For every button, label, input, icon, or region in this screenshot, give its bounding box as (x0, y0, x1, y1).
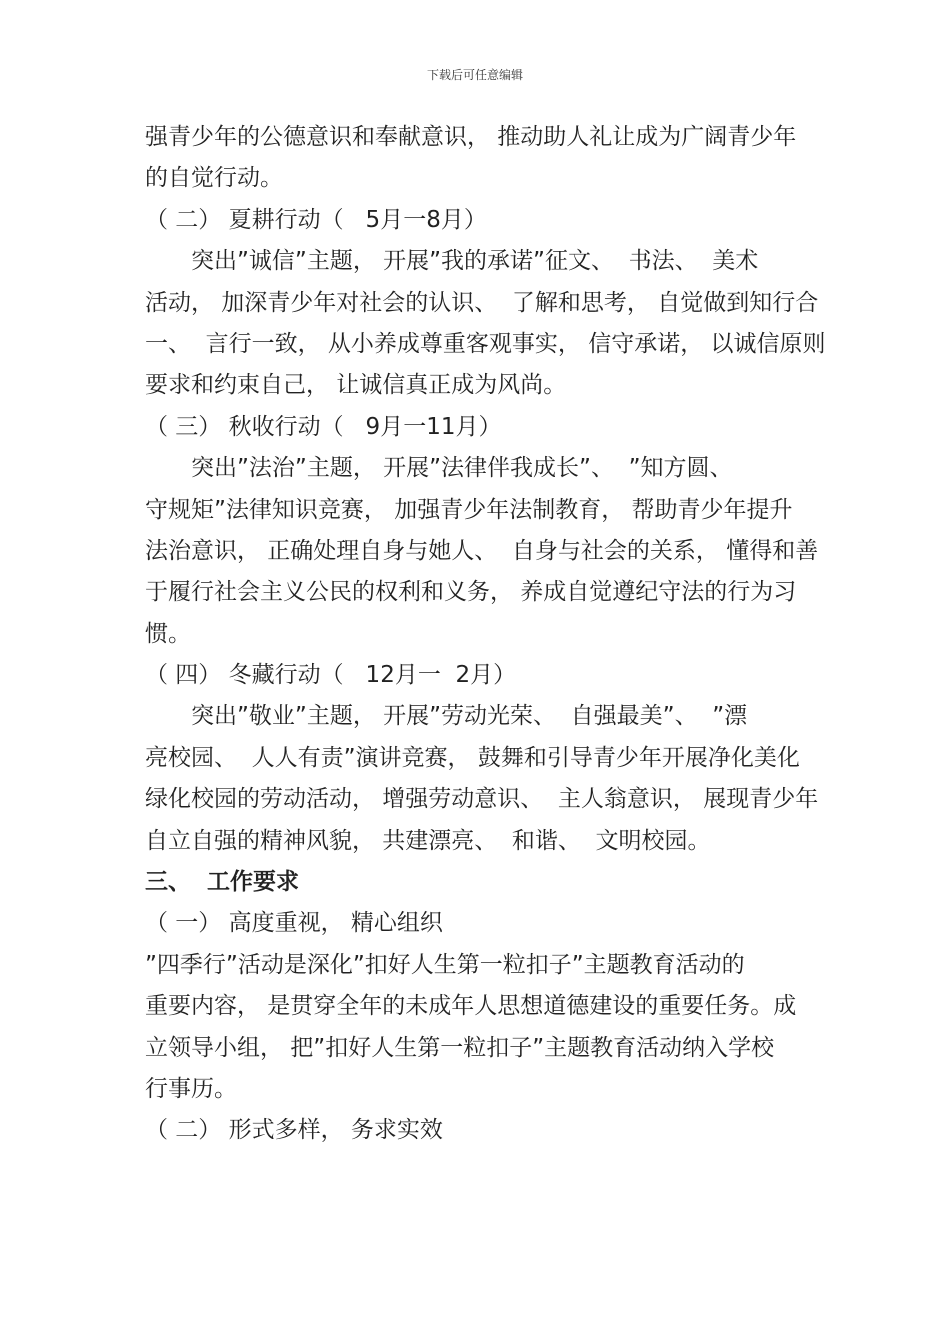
text-line: 亮校园、 人人有责”演讲竞赛， 鼓舞和引导青少年开展净化美化 (145, 744, 800, 771)
text-line: 强青少年的公德意识和奉献意识， 推动助人礼让成为广阔青少年 (145, 124, 797, 150)
text-line: 自立自强的精神风貌， 共建漂亮、 和谐、 文明校园。 (145, 827, 711, 854)
text-line: 于履行社会主义公民的权利和义务， 养成自觉遵纪守法的行为习 (145, 579, 797, 606)
chapter-heading: 三、 工作要求 (145, 869, 300, 896)
page-header: 下载后可任意编辑 (426, 68, 523, 82)
text-line: 活动， 加深青少年对社会的认识、 了解和思考， 自觉做到知行合 (145, 289, 819, 316)
section-heading: （ 四） 冬藏行动（ 12月一 2月） (145, 662, 517, 689)
text-line: ”四季行”活动是深化”扣好人生第一粒扣子”主题教育活动的 (145, 951, 745, 978)
text-line: 守规矩”法律知识竞赛， 加强青少年法制教育， 帮助青少年提升 (145, 496, 793, 523)
text-line: 重要内容， 是贯穿全年的未成年人思想道德建设的重要任务。成 (145, 993, 797, 1020)
paragraph-start: 突出”敬业”主题， 开展”劳动光荣、 自强最美”、 ”漂 (191, 703, 748, 730)
text-line: 的自觉行动。 (145, 165, 283, 192)
section-heading: （ 二） 夏耕行动（ 5月一8月） (145, 206, 487, 233)
section-heading: （ 二） 形式多样， 务求实效 (145, 1117, 443, 1144)
paragraph-start: 突出”法治”主题， 开展”法律伴我成长”、 ”知方圆、 (191, 455, 733, 482)
text-line: 要求和约束自己， 让诚信真正成为风尚。 (145, 372, 567, 399)
text-line: 惯。 (145, 620, 191, 647)
text-line: 一、 言行一致， 从小养成尊重客观事实， 信守承诺， 以诚信原则 (145, 330, 826, 357)
paragraph-start: 突出”诚信”主题， 开展”我的承诺”征文、 书法、 美术 (191, 248, 759, 275)
text-line: 绿化校园的劳动活动， 增强劳动意识、 主人翁意识， 展现青少年 (145, 786, 819, 813)
document-body (145, 117, 826, 1152)
section-heading: （ 一） 高度重视， 精心组织 (145, 910, 443, 937)
section-heading: （ 三） 秋收行动（ 9月一11月） (145, 413, 502, 440)
text-line: 法治意识， 正确处理自身与她人、 自身与社会的关系， 懂得和善 (145, 537, 819, 564)
text-line: 立领导小组， 把”扣好人生第一粒扣子”主题教育活动纳入学校 (145, 1034, 775, 1061)
text-line: 行事历。 (145, 1075, 237, 1102)
